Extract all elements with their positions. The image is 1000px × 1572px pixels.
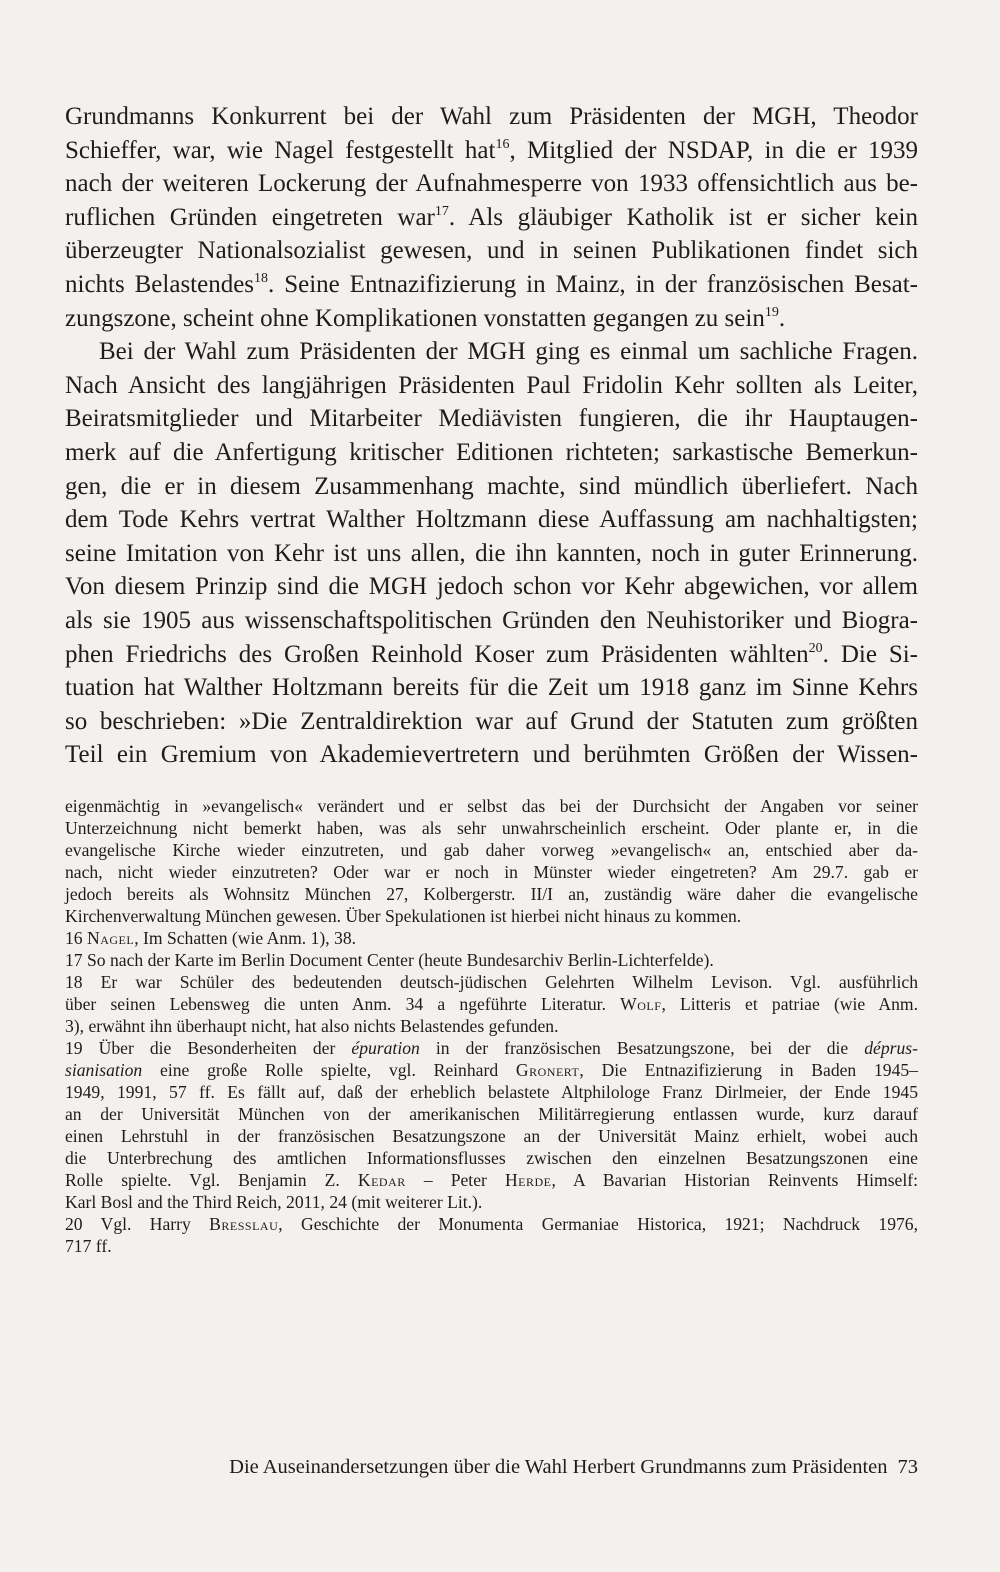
italic-term: épuration: [351, 1038, 420, 1058]
footnote-line: 3), erwähnt ihn überhaupt nicht, hat also nichts Belastendes gefunden.: [65, 1016, 559, 1036]
main-text-line: nach der weiteren Lockerung der Aufnahmesperre von 1933 offensichtlich aus be-: [65, 170, 918, 198]
paragraph-start-line: Bei der Wahl zum Präsidenten der MGH ging es einmal um sachliche Fragen.: [99, 338, 918, 366]
main-text-line: Von diesem Prinzip sind die MGH jedoch schon vor Kehr abgewichen, vor allem: [65, 573, 918, 601]
footnote-20: 20 Vgl. Harry Bresslau, Geschichte der Monumenta Germaniae Historica, 1921; Nachdruck 1976,: [65, 1214, 918, 1234]
main-text-line: gen, die er in diesem Zusammenhang machte, sind mündlich überliefert. Nach: [65, 472, 918, 500]
main-text-line: Schieffer, war, wie Nagel festgestellt hat$^{16}$, Mitglied der NSDAP, in die er 1939: [65, 136, 918, 164]
footnote-line: die Unterbrechung des amtlichen Informationsflusses zwischen den einzelnen Besatzungszonen eine: [65, 1148, 918, 1168]
footnote-line: Kirchenverwaltung München gewesen. Über Spekulationen ist hierbei nicht hinaus zu kommen.: [65, 906, 742, 926]
italic-term: sianisation: [65, 1060, 143, 1080]
footnote-19: 19 Über die Besonderheiten der épuration in der französischen Besatzungszone, bei der die déprus-: [65, 1038, 918, 1058]
main-text-line: überzeugter Nationalsozialist gewesen, und in seinen Publikationen findet sich: [65, 237, 918, 265]
footnote-ref[interactable]: 17: [434, 203, 449, 219]
author-name: Gronert: [515, 1060, 580, 1080]
footnote-ref[interactable]: 18: [254, 270, 269, 286]
author-name: Bresslau: [209, 1214, 279, 1234]
main-text-line: Teil ein Gremium von Akademievertretern und berühmten Größen der Wissen-: [65, 741, 918, 769]
main-text-line: dem Tode Kehrs vertrat Walther Holtzmann diese Auffassung am nachhaltigsten;: [65, 506, 918, 534]
footnote-line: Karl Bosl and the Third Reich, 2011, 24 (mit weiterer Lit.).: [65, 1192, 483, 1212]
author-name: Herde: [504, 1170, 552, 1190]
footnote-16: 16 Nagel, Im Schatten (wie Anm. 1), 38.: [65, 928, 357, 948]
main-text-line: Beiratsmitglieder und Mitarbeiter Mediävisten fungieren, die ihr Hauptaugen-: [65, 405, 918, 433]
footnote-line: nach, nicht wieder einzutreten? Oder war er noch in Münster wieder eingetreten? Am 29.7. gab er: [65, 862, 918, 882]
main-text-line: tuation hat Walther Holtzmann bereits für die Zeit um 1918 ganz im Sinne Kehrs: [65, 674, 918, 702]
footnote-line: jedoch bereits als Wohnsitz München 27, Kolbergerstr. II/I an, zuständig wäre daher die evangelische: [65, 884, 918, 904]
main-text-line: zungszone, scheint ohne Komplikationen vonstatten gegangen zu sein$^{19}$.: [65, 304, 786, 332]
footnote-ref[interactable]: 16: [495, 136, 510, 152]
italic-term: déprus-: [864, 1038, 918, 1058]
footnotes: [65, 795, 918, 1257]
main-text-line: so beschrieben: »Die Zentraldirektion war auf Grund der Statuten zum größten: [65, 707, 918, 735]
footnote-line: eigenmächtig in »evangelisch« verändert und er selbst das bei der Durchsicht der Angaben vor seiner: [65, 796, 918, 816]
main-text-line: ruflichen Gründen eingetreten war$^{17}$. Als gläubiger Katholik ist er sicher kein: [65, 203, 919, 231]
footnote-line: einen Lehrstuhl in der französischen Besatzungszone an der Universität Mainz erhielt, wobei auch: [65, 1126, 918, 1146]
main-text: [65, 100, 918, 772]
footnote-ref[interactable]: 19: [764, 304, 779, 320]
footnote-line: sianisation eine große Rolle spielte, vgl. Reinhard Gronert, Die Entnazifizierung in Baden 1945–: [65, 1060, 918, 1080]
footnote-line: an der Universität München von der amerikanischen Militärregierung entlassen wurde, kurz darauf: [65, 1104, 918, 1124]
main-text-line: als sie 1905 aus wissenschaftspolitischen Gründen den Neuhistoriker und Biogra-: [65, 606, 918, 634]
main-text-line: phen Friedrichs des Großen Reinhold Koser zum Präsidenten wählten$^{20}$. Die Si-: [65, 640, 918, 668]
main-text-line: seine Imitation von Kehr ist uns allen, die ihn kannten, noch in guter Erinnerung.: [65, 539, 918, 567]
main-text-line: Nach Ansicht des langjährigen Präsidenten Paul Fridolin Kehr sollten als Leiter,: [65, 371, 918, 399]
author-name: Wolf: [620, 994, 662, 1014]
page-number: 73: [897, 1456, 918, 1478]
footnote-line: evangelische Kirche wieder einzutreten, und gab daher vorweg »evangelisch« an, entschied aber da-: [65, 840, 918, 860]
author-name: Kedar: [357, 1170, 406, 1190]
footnote-17: 17 So nach der Karte im Berlin Document Center (heute Bundesarchiv Berlin-Lichterfelde).: [65, 950, 714, 970]
footnote-line: über seinen Lebensweg die unten Anm. 34 a ngeführte Literatur. Wolf, Litteris et patriae (wie Anm.: [65, 994, 919, 1014]
main-text-line: nichts Belastendes$^{18}$. Seine Entnazifizierung in Mainz, in der französischen Besat-: [65, 270, 918, 298]
footnote-18: 18 Er war Schüler des bedeutenden deutsch-jüdischen Gelehrten Wilhelm Levison. Vgl. ausführlich: [65, 972, 918, 992]
main-text-line: Grundmanns Konkurrent bei der Wahl zum Präsidenten der MGH, Theodor: [65, 103, 918, 130]
author-name: Nagel: [87, 928, 135, 948]
footnote-line: Rolle spielte. Vgl. Benjamin Z. Kedar – Peter Herde, A Bavarian Historian Reinvents Himself:: [65, 1170, 918, 1190]
footnote-line: 717 ff.: [65, 1236, 112, 1256]
main-text-line: merk auf die Anfertigung kritischer Editionen richteten; sarkastische Bemerkun-: [65, 438, 918, 466]
footnote-line: Unterzeichnung nicht bemerkt haben, was als sehr unwahrscheinlich erscheint. Oder plante er, in die: [65, 818, 918, 838]
page-footer: [178, 1456, 918, 1479]
footnote-line: 1949, 1991, 57 ff. Es fällt auf, daß der erheblich belastete Altphilologe Franz Dirlmeier, der Ende 1945: [65, 1082, 918, 1102]
running-title: Die Auseinandersetzungen über die Wahl Herbert Grundmanns zum Präsidenten: [229, 1456, 888, 1478]
footnote-ref[interactable]: 20: [808, 640, 823, 656]
